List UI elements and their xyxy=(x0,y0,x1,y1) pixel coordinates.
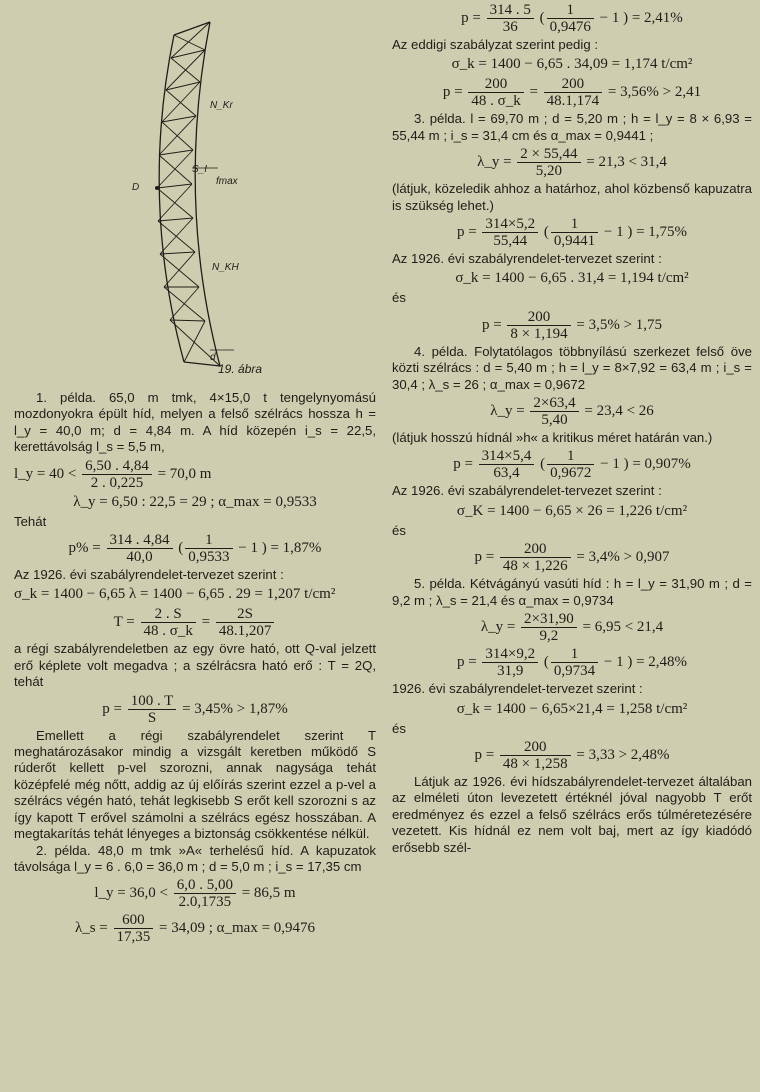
example-4-text: 4. példa. Folytatólagos többnyílású szerkezet felső öve közti szélrács : d = 5,40 m ; h = l_y = 8×7,92 = 63,4 m ; i_s = 30,4 ; λ_s = 26 ; α_max = 0,9672 xyxy=(392,343,752,392)
numerator: 1 xyxy=(551,646,598,663)
paragraph-savings: Emellett a régi szabályrendelet szerint T meghatározásakor mindig a vizsgált keretben működő S rúderőt kellett p-vel szorozni, annak nagysága tehát középfelé még nőtt, addig az új előírás szerint ezzel a p-vel a szélrács végén ható, tehát legkisebb S erőt kell szorozni s az így kapott T erővel számolni a szélrács egész hosszában. A megtakarítás tehát lényeges a biztonság csökkentése nélkül. xyxy=(14,727,376,842)
eq-suffix: = 70,0 m xyxy=(157,465,212,482)
regulation-1926-text-2: Az 1926. évi szabályrendelet-tervezet szerint : xyxy=(392,251,662,267)
label-nkh: N_KH xyxy=(212,262,239,273)
eq-prefix: λ_y = xyxy=(477,154,512,171)
paragraph-old-rules: a régi szabályrendeletben az egy övre ható, ott Q-val jelzett erő képlete volt megadva ; a szélrácsra ható erő : T = 2Q, tehát xyxy=(14,641,376,690)
fraction xyxy=(468,76,523,109)
eq-suffix: = 3,33 > 2,48% xyxy=(576,746,670,763)
eq-prefix: l_y = 36,0 < xyxy=(94,885,168,902)
equation-p-345 xyxy=(14,693,376,726)
equation-lambda-2 xyxy=(14,912,376,945)
label-nkr: N_Kr xyxy=(210,100,233,111)
fraction xyxy=(479,448,535,481)
fraction xyxy=(128,693,177,726)
regulation-1926-text-3: Az 1926. évi szabályrendelet-tervezet szerint : xyxy=(392,483,662,499)
eq-prefix: p = xyxy=(461,9,481,26)
label-s1: S_I xyxy=(192,164,208,175)
fraction xyxy=(216,606,275,639)
denominator: 48 × 1,258 xyxy=(502,755,568,772)
denominator: 55,44 xyxy=(493,233,528,250)
equation-ly-2 xyxy=(14,877,376,910)
eq-suffix: − 1 ) = 1,87% xyxy=(238,539,322,556)
left-column xyxy=(14,0,376,947)
eq-suffix: = 3,5% > 1,75 xyxy=(576,316,663,333)
label-d-bottom: d xyxy=(210,352,216,363)
example-1-text: 1. példa. 65,0 m tmk, 4×15,0 t tengelynyomású mozdonyokra épült híd, melyen a felső szélrács hossza h = l_y = 40,0 m; d = 4,84 m. A híd közepén i_s = 22,5, kerettávolság l_s = 5,5 m, xyxy=(14,390,376,455)
denominator: 40,0 xyxy=(126,549,153,566)
numerator: 2×63,4 xyxy=(530,395,578,412)
denominator: 48 . σ_k xyxy=(143,623,193,640)
denominator: 2.0,1735 xyxy=(178,894,232,911)
note-intermediate-portal: (látjuk, közeledik ahhoz a határhoz, ahol közbenső kapuzatra is szükség lehet.) xyxy=(392,181,752,213)
numerator: 2 . S xyxy=(141,606,196,623)
denominator: 0,9672 xyxy=(550,465,592,482)
denominator: 5,40 xyxy=(541,412,568,429)
truss-diagram xyxy=(14,0,314,380)
equation-r12 xyxy=(392,309,752,342)
example-5-text: 5. példa. Kétvágányú vasúti híd : h = l_y = 31,90 m ; d = 9,2 m ; λ_s = 21,4 és α_max = 0,9734 xyxy=(392,576,752,608)
eq-prefix: p = xyxy=(481,316,502,333)
equation-r20 xyxy=(392,541,752,574)
label-d-left: D xyxy=(132,182,140,193)
fraction xyxy=(487,2,534,35)
fraction xyxy=(507,309,570,342)
numerator: 2 × 55,44 xyxy=(517,146,580,163)
denominator: 2 . 0,225 xyxy=(90,474,144,491)
regulation-1926-text: Az 1926. évi szabályrendelet-tervezet szerint : xyxy=(14,567,284,583)
numerator: 200 xyxy=(500,541,571,558)
fraction xyxy=(517,146,580,179)
equation-r1: p = $\frac{314 . 5}{36}$ ( $\frac{1}{0,9476}$ − 1 ) = 2,41% xyxy=(461,2,683,35)
therefore-text: Tehát xyxy=(14,513,47,529)
eq-prefix: λ_y = xyxy=(480,619,516,636)
and-text-3: és xyxy=(392,720,406,736)
conclusion-paragraph: Látjuk az 1926. évi hídszabályrendelet-tervezet általában az elméleti úton levezetett értéknél jóval nagyobb T erőt eredményez és ezzel a felső szélrács erős túlméretezésére vezetett. Kis hídnál ez nem volt baj, mert az így kiadódó erősebb szél- xyxy=(392,773,752,855)
equation-r3: σ_k = 1400 − 6,65 . 34,09 = 1,174 t/cm² xyxy=(451,56,693,73)
denominator: 31,9 xyxy=(497,663,524,680)
eq-prefix: p = xyxy=(456,654,477,671)
inner-fraction xyxy=(551,646,598,679)
numerator: 1 xyxy=(547,2,594,19)
equation-r8: p = $\frac{314\times 5,2}{55,44}$ ( $\frac{1}{0,9441}$ − 1 ) = 1,75% xyxy=(456,216,688,250)
equation-r10: σ_k = 1400 − 6,65 . 31,4 = 1,194 t/cm² xyxy=(455,270,689,287)
eq-suffix: = 3,45% > 1,87% xyxy=(182,700,288,717)
example-3-text: 3. példa. l = 69,70 m ; d = 5,20 m ; h = l_y = 8 × 6,93 = 55,44 m ; i_s = 31,4 cm és α_max = 0,9441 ; xyxy=(392,111,752,143)
denominator: 17,35 xyxy=(116,929,151,946)
numerator: 200 xyxy=(507,309,570,326)
eq-suffix: = 34,09 ; α_max = 0,9476 xyxy=(159,920,316,937)
numerator: 1 xyxy=(185,532,232,549)
eq-prefix: p = xyxy=(456,223,477,240)
denominator: 48.1,207 xyxy=(218,623,272,640)
equation-r27 xyxy=(392,739,752,772)
eq-suffix: − 1 ) = 0,907% xyxy=(600,456,691,473)
eq-prefix: λ_s = xyxy=(74,920,108,937)
numerator: 100 . T xyxy=(128,693,177,710)
denominator: 48 × 1,226 xyxy=(502,558,568,575)
fraction xyxy=(107,532,173,565)
equation-r6 xyxy=(392,146,752,179)
fraction xyxy=(500,541,571,574)
denominator: S xyxy=(147,709,157,726)
numerator: 314×5,2 xyxy=(482,216,538,233)
denominator: 36 xyxy=(502,19,518,35)
numerator: 200 xyxy=(500,739,571,756)
equation-r25: σ_k = 1400 − 6,65×21,4 = 1,258 t/cm² xyxy=(456,700,688,717)
equation-t: T = $\frac{2 . S}{48 . \sigma\_k}$ = $\frac{2S}{48.1,207}$ xyxy=(14,606,376,639)
numerator: 314 . 5 xyxy=(487,2,534,19)
equation-ly xyxy=(14,458,376,491)
eq-suffix: = 3,56% > 2,41 xyxy=(607,84,702,101)
denominator: 8 × 1,194 xyxy=(510,325,568,342)
denominator: 48.1,174 xyxy=(546,93,600,110)
numerator: 314×9,2 xyxy=(482,646,538,663)
eq-suffix: = 6,95 < 21,4 xyxy=(582,619,664,636)
denominator: 63,4 xyxy=(493,465,520,482)
and-text-2: és xyxy=(392,522,406,538)
numerator: 314×5,4 xyxy=(479,448,535,465)
fraction xyxy=(482,216,538,249)
eq-prefix: p = xyxy=(474,549,495,566)
note-critical-size: (látjuk hosszú hídnál »h« a kritikus méret határán van.) xyxy=(392,430,713,446)
label-fmax: fmax xyxy=(216,176,238,187)
inner-fraction xyxy=(547,2,594,35)
fraction xyxy=(82,458,152,491)
denominator: 5,20 xyxy=(535,163,563,180)
fraction xyxy=(530,395,578,428)
eq-suffix: = 3,4% > 0,907 xyxy=(576,549,670,566)
eq-prefix: p% = xyxy=(68,539,101,556)
eq-prefix: p = xyxy=(453,456,473,473)
denominator: 9,2 xyxy=(539,628,559,645)
fraction xyxy=(521,611,577,644)
denominator: 0,9441 xyxy=(553,233,596,250)
inner-fraction xyxy=(547,448,594,481)
fraction xyxy=(500,739,571,772)
eq-prefix: p = xyxy=(474,746,495,763)
eq-suffix: = 23,4 < 26 xyxy=(584,403,654,419)
example-2-text: 2. példa. 48,0 m tmk »A« terhelésű híd. A kapuzatok távolsága l_y = 6 . 6,0 = 36,0 m ; d = 5,0 m ; i_s = 17,35 cm xyxy=(14,842,376,874)
equation-sigma: σ_k = 1400 − 6,65 λ = 1400 − 6,65 . 29 = 1,207 t/cm² xyxy=(14,586,336,603)
eq-suffix: − 1 ) = 2,48% xyxy=(603,654,688,671)
denominator: 48 . σ_k xyxy=(471,93,521,110)
figure-caption: 19. ábra xyxy=(218,362,263,376)
numerator: 200 xyxy=(544,76,603,93)
eq-suffix: = 86,5 m xyxy=(241,885,296,902)
numerator: 1 xyxy=(547,448,594,465)
truss-figure xyxy=(14,0,376,390)
fraction xyxy=(174,877,236,910)
equation-r18: σ_K = 1400 − 6,65 × 26 = 1,226 t/cm² xyxy=(456,502,688,519)
eq-prefix: l_y = 40 < xyxy=(14,465,77,482)
numerator: 200 xyxy=(468,76,523,93)
equation-lambda: λ_y = 6,50 : 22,5 = 29 ; α_max = 0,9533 xyxy=(73,493,317,510)
eq-suffix: − 1 ) = 1,75% xyxy=(603,223,688,240)
numerator: 2S xyxy=(216,606,275,623)
denominator: 0,9533 xyxy=(188,549,230,566)
numerator: 6,50 . 4,84 xyxy=(82,458,152,475)
equation-r16: p = $\frac{314\times 5,4}{63,4}$ ( $\frac{1}{0,9672}$ − 1 ) = 0,907% xyxy=(453,448,691,482)
numerator: 2×31,90 xyxy=(521,611,577,628)
fraction xyxy=(114,912,154,945)
denominator: 0,9734 xyxy=(553,663,596,680)
eq-prefix: λ_y = xyxy=(490,403,525,419)
regulation-1926-text-4: 1926. évi szabályrendelet-tervezet szerint : xyxy=(392,681,643,697)
fraction xyxy=(482,646,538,679)
eq-prefix: T = xyxy=(113,614,135,631)
numerator: 1 xyxy=(551,216,598,233)
inner-fraction xyxy=(185,532,232,565)
equation-p-percent: p% = $\frac{314 . 4,84}{40,0}$ ( $\frac{1}{0,9533}$ − 1 ) = 1,87% xyxy=(68,532,322,566)
numerator: 6,0 . 5,00 xyxy=(174,877,236,894)
eq-prefix: p = xyxy=(442,84,463,101)
previous-rules-text: Az eddigi szabályzat szerint pedig : xyxy=(392,37,598,52)
equation-r14 xyxy=(392,395,752,428)
inner-fraction xyxy=(551,216,598,249)
eq-prefix: p = xyxy=(102,700,122,717)
equation-r23: p = $\frac{314\times 9,2}{31,9}$ ( $\frac{1}{0,9734}$ − 1 ) = 2,48% xyxy=(456,646,688,680)
eq-suffix: − 1 ) = 2,41% xyxy=(599,9,683,26)
denominator: 0,9476 xyxy=(549,19,591,35)
eq-suffix: = 21,3 < 31,4 xyxy=(586,154,667,171)
fraction xyxy=(141,606,196,639)
equation-r4: p = $\frac{200}{48 . \sigma\_k}$ = $\frac{200}{48.1,174}$ = 3,56% > 2,41 xyxy=(442,76,702,110)
right-column xyxy=(392,0,752,856)
equation-r22 xyxy=(392,611,752,644)
fraction xyxy=(544,76,603,109)
numerator: 600 xyxy=(114,912,154,929)
and-text: és xyxy=(392,290,406,306)
numerator: 314 . 4,84 xyxy=(107,532,173,549)
